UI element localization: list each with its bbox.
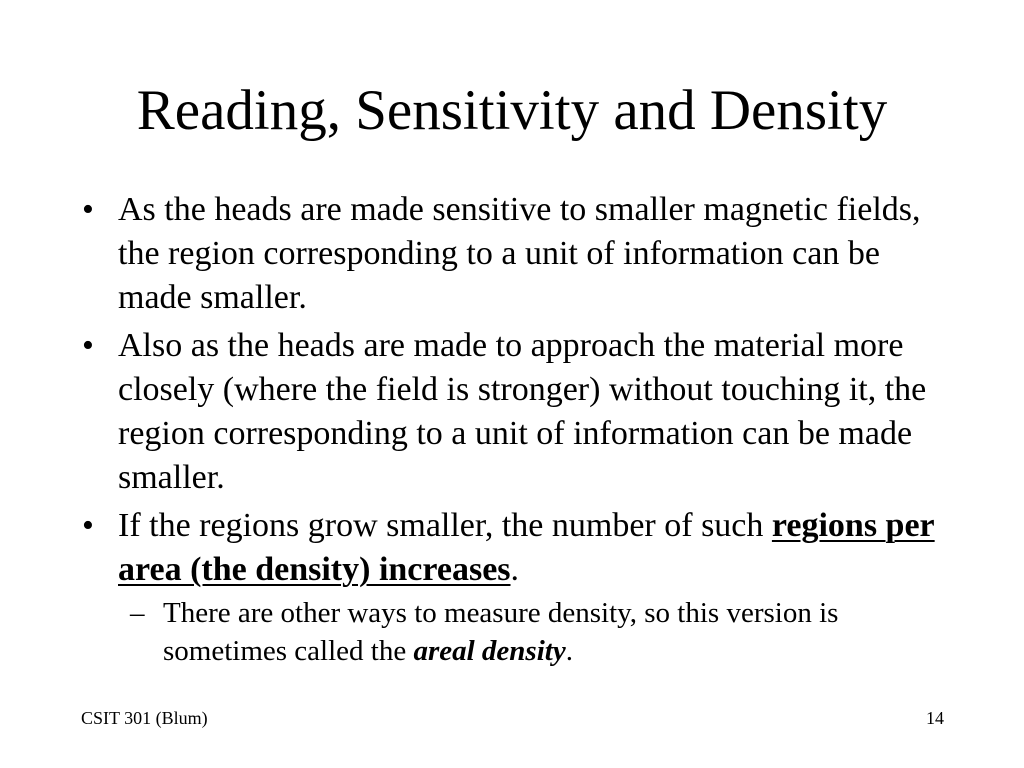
bullet-marker: • xyxy=(82,327,94,364)
sub-bullet-marker: – xyxy=(130,597,145,629)
bullet-item xyxy=(80,324,960,500)
bullet-list xyxy=(80,188,960,674)
bullet-emphasis: regions per area (the density) increases xyxy=(118,507,935,588)
sub-bullet-punctuation: . xyxy=(565,635,573,667)
bullet-punctuation: . xyxy=(510,551,520,588)
bullet-marker: • xyxy=(82,191,94,228)
sub-bullet-emphasis: areal density xyxy=(413,635,566,667)
sub-bullet-item xyxy=(118,594,960,670)
bullet-marker: • xyxy=(82,507,94,544)
bullet-item xyxy=(80,188,960,320)
sub-bullet-text: There are other ways to measure density, so this version is sometimes called the xyxy=(163,597,839,667)
bullet-text: As the heads are made sensitive to smaller magnetic fields, the region corresponding to a unit of information can be made smaller. xyxy=(118,191,921,316)
bullet-item xyxy=(80,504,960,670)
footer-course: CSIT 301 (Blum) xyxy=(81,708,208,728)
footer-page-number: 14 xyxy=(926,708,944,728)
bullet-text: If the regions grow smaller, the number of such xyxy=(118,507,764,544)
sub-bullet-list xyxy=(118,594,960,670)
bullet-text: Also as the heads are made to approach the material more closely (where the field is stronger) without touching it, the region corresponding to a unit of information can be made smaller. xyxy=(118,327,927,496)
slide-title: Reading, Sensitivity and Density xyxy=(136,79,888,142)
